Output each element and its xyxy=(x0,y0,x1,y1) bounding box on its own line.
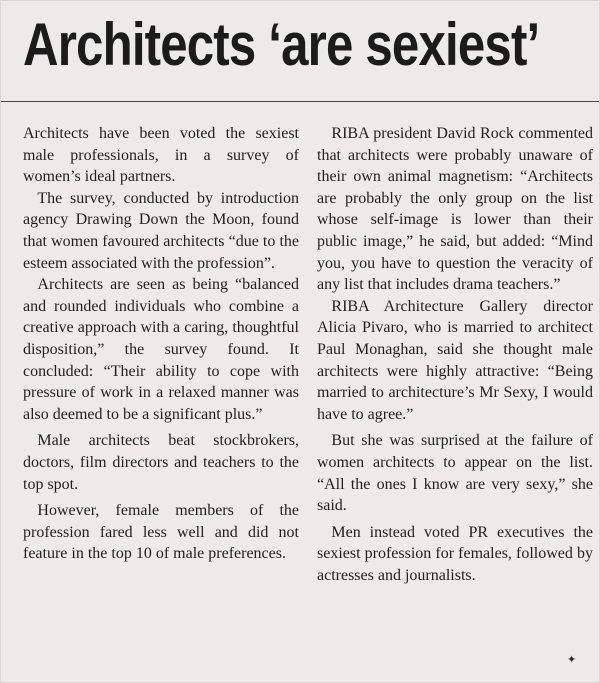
paragraph: The survey, conducted by introduction agency Drawing Down the Moon, found that women favoured architects “due to the esteem associated with the profession”. xyxy=(23,189,299,272)
paragraph: Male architects beat stockbrokers, doctors, film directors and teachers to the top spot. xyxy=(23,432,299,493)
paragraph: But she was surprised at the failure of women architects to appear on the list. “All the ones I know are very sexy,” she said. xyxy=(317,432,593,515)
paragraph: Men instead voted PR executives the sexiest profession for females, followed by actresses and journalists. xyxy=(317,523,593,584)
column-right xyxy=(317,123,593,586)
paragraph: Architects are seen as being “balanced and rounded individuals who combine a creative approach with a caring, thoughtful disposition,” the survey found. It concluded: “Their ability to cope with pressure of work in a relaxed manner was also deemed to be a significant plus.” xyxy=(23,276,299,423)
column-left xyxy=(23,123,299,565)
paragraph: RIBA Architecture Gallery director Alicia Pivaro, who is married to architect Paul Monaghan, said she thought male architects were highly attractive: “Being married to architecture’s Mr Sexy, I would have to agree.” xyxy=(317,297,593,423)
paragraph: Architects have been voted the sexiest male professionals, in a survey of women’s ideal partners. xyxy=(23,125,299,186)
paragraph: RIBA president David Rock commented that architects were probably unaware of their own animal magnetism: “Architects are probably the only group on the list whose self-image is lower than their public image,” he said, but added: “Mind you, you have to question the veracity of any list that includes drama teachers.” xyxy=(317,125,593,294)
end-mark: ✦ xyxy=(567,653,577,666)
headline: Architects ‘are sexiest’ xyxy=(23,11,540,78)
paragraph: However, female members of the profession fared less well and did not feature in the top 10 of male preferences. xyxy=(23,502,299,563)
headline-rule xyxy=(1,101,599,102)
